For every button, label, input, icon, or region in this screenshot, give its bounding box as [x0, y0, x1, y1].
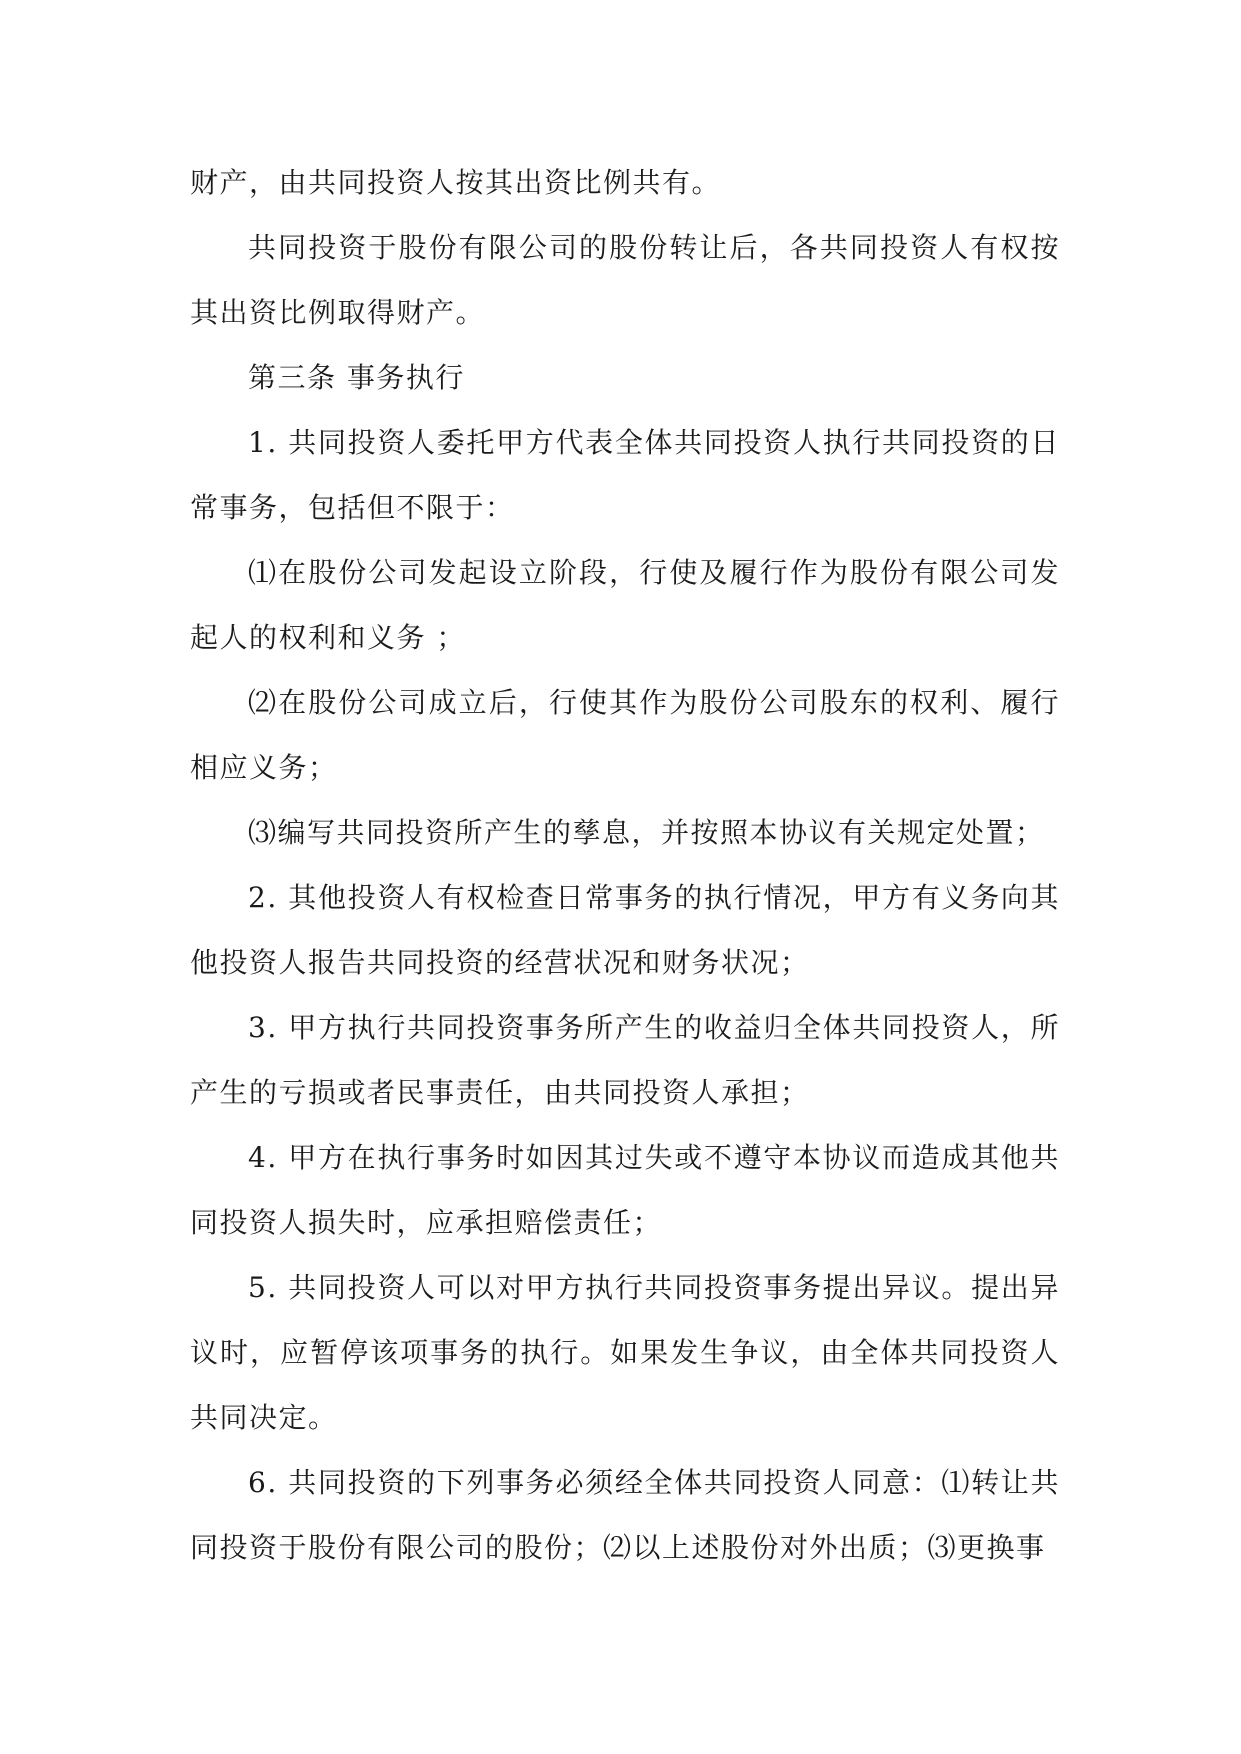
- document-page: [190, 150, 1060, 1580]
- paragraph-2: 共同投资于股份有限公司的股份转让后，各共同投资人有权按其出资比例取得财产。: [190, 231, 1060, 329]
- paragraph-item-5: 5. 共同投资人可以对甲方执行共同投资事务提出异议。提出异议时，应暂停该项事务的执行。如果发生争议，由全体共同投资人共同决定。: [190, 1271, 1060, 1434]
- paragraph-subitem-2: ⑵在股份公司成立后，行使其作为股份公司股东的权利、履行相应义务；: [190, 686, 1060, 784]
- paragraph-item-3: 3. 甲方执行共同投资事务所产生的收益归全体共同投资人，所产生的亏损或者民事责任，由共同投资人承担；: [190, 1011, 1060, 1109]
- paragraph-item-2: 2. 其他投资人有权检查日常事务的执行情况，甲方有义务向其他投资人报告共同投资的经营状况和财务状况；: [190, 881, 1060, 979]
- paragraph-item-6: 6. 共同投资的下列事务必须经全体共同投资人同意：⑴转让共同投资于股份有限公司的股份；⑵以上述股份对外出质；⑶更换事: [190, 1466, 1060, 1564]
- paragraph-item-1: 1. 共同投资人委托甲方代表全体共同投资人执行共同投资的日常事务，包括但不限于：: [190, 426, 1060, 524]
- paragraph-subitem-3: ⑶编写共同投资所产生的孳息，并按照本协议有关规定处置；: [248, 816, 1045, 849]
- paragraph-subitem-1: ⑴在股份公司发起设立阶段，行使及履行作为股份有限公司发起人的权利和义务 ；: [190, 556, 1060, 654]
- section-heading-article-3: 第三条 事务执行: [248, 361, 465, 394]
- paragraph-1: 财产，由共同投资人按其出资比例共有。: [190, 166, 722, 199]
- paragraph-item-4: 4. 甲方在执行事务时如因其过失或不遵守本协议而造成其他共同投资人损失时，应承担赔偿责任；: [190, 1141, 1060, 1239]
